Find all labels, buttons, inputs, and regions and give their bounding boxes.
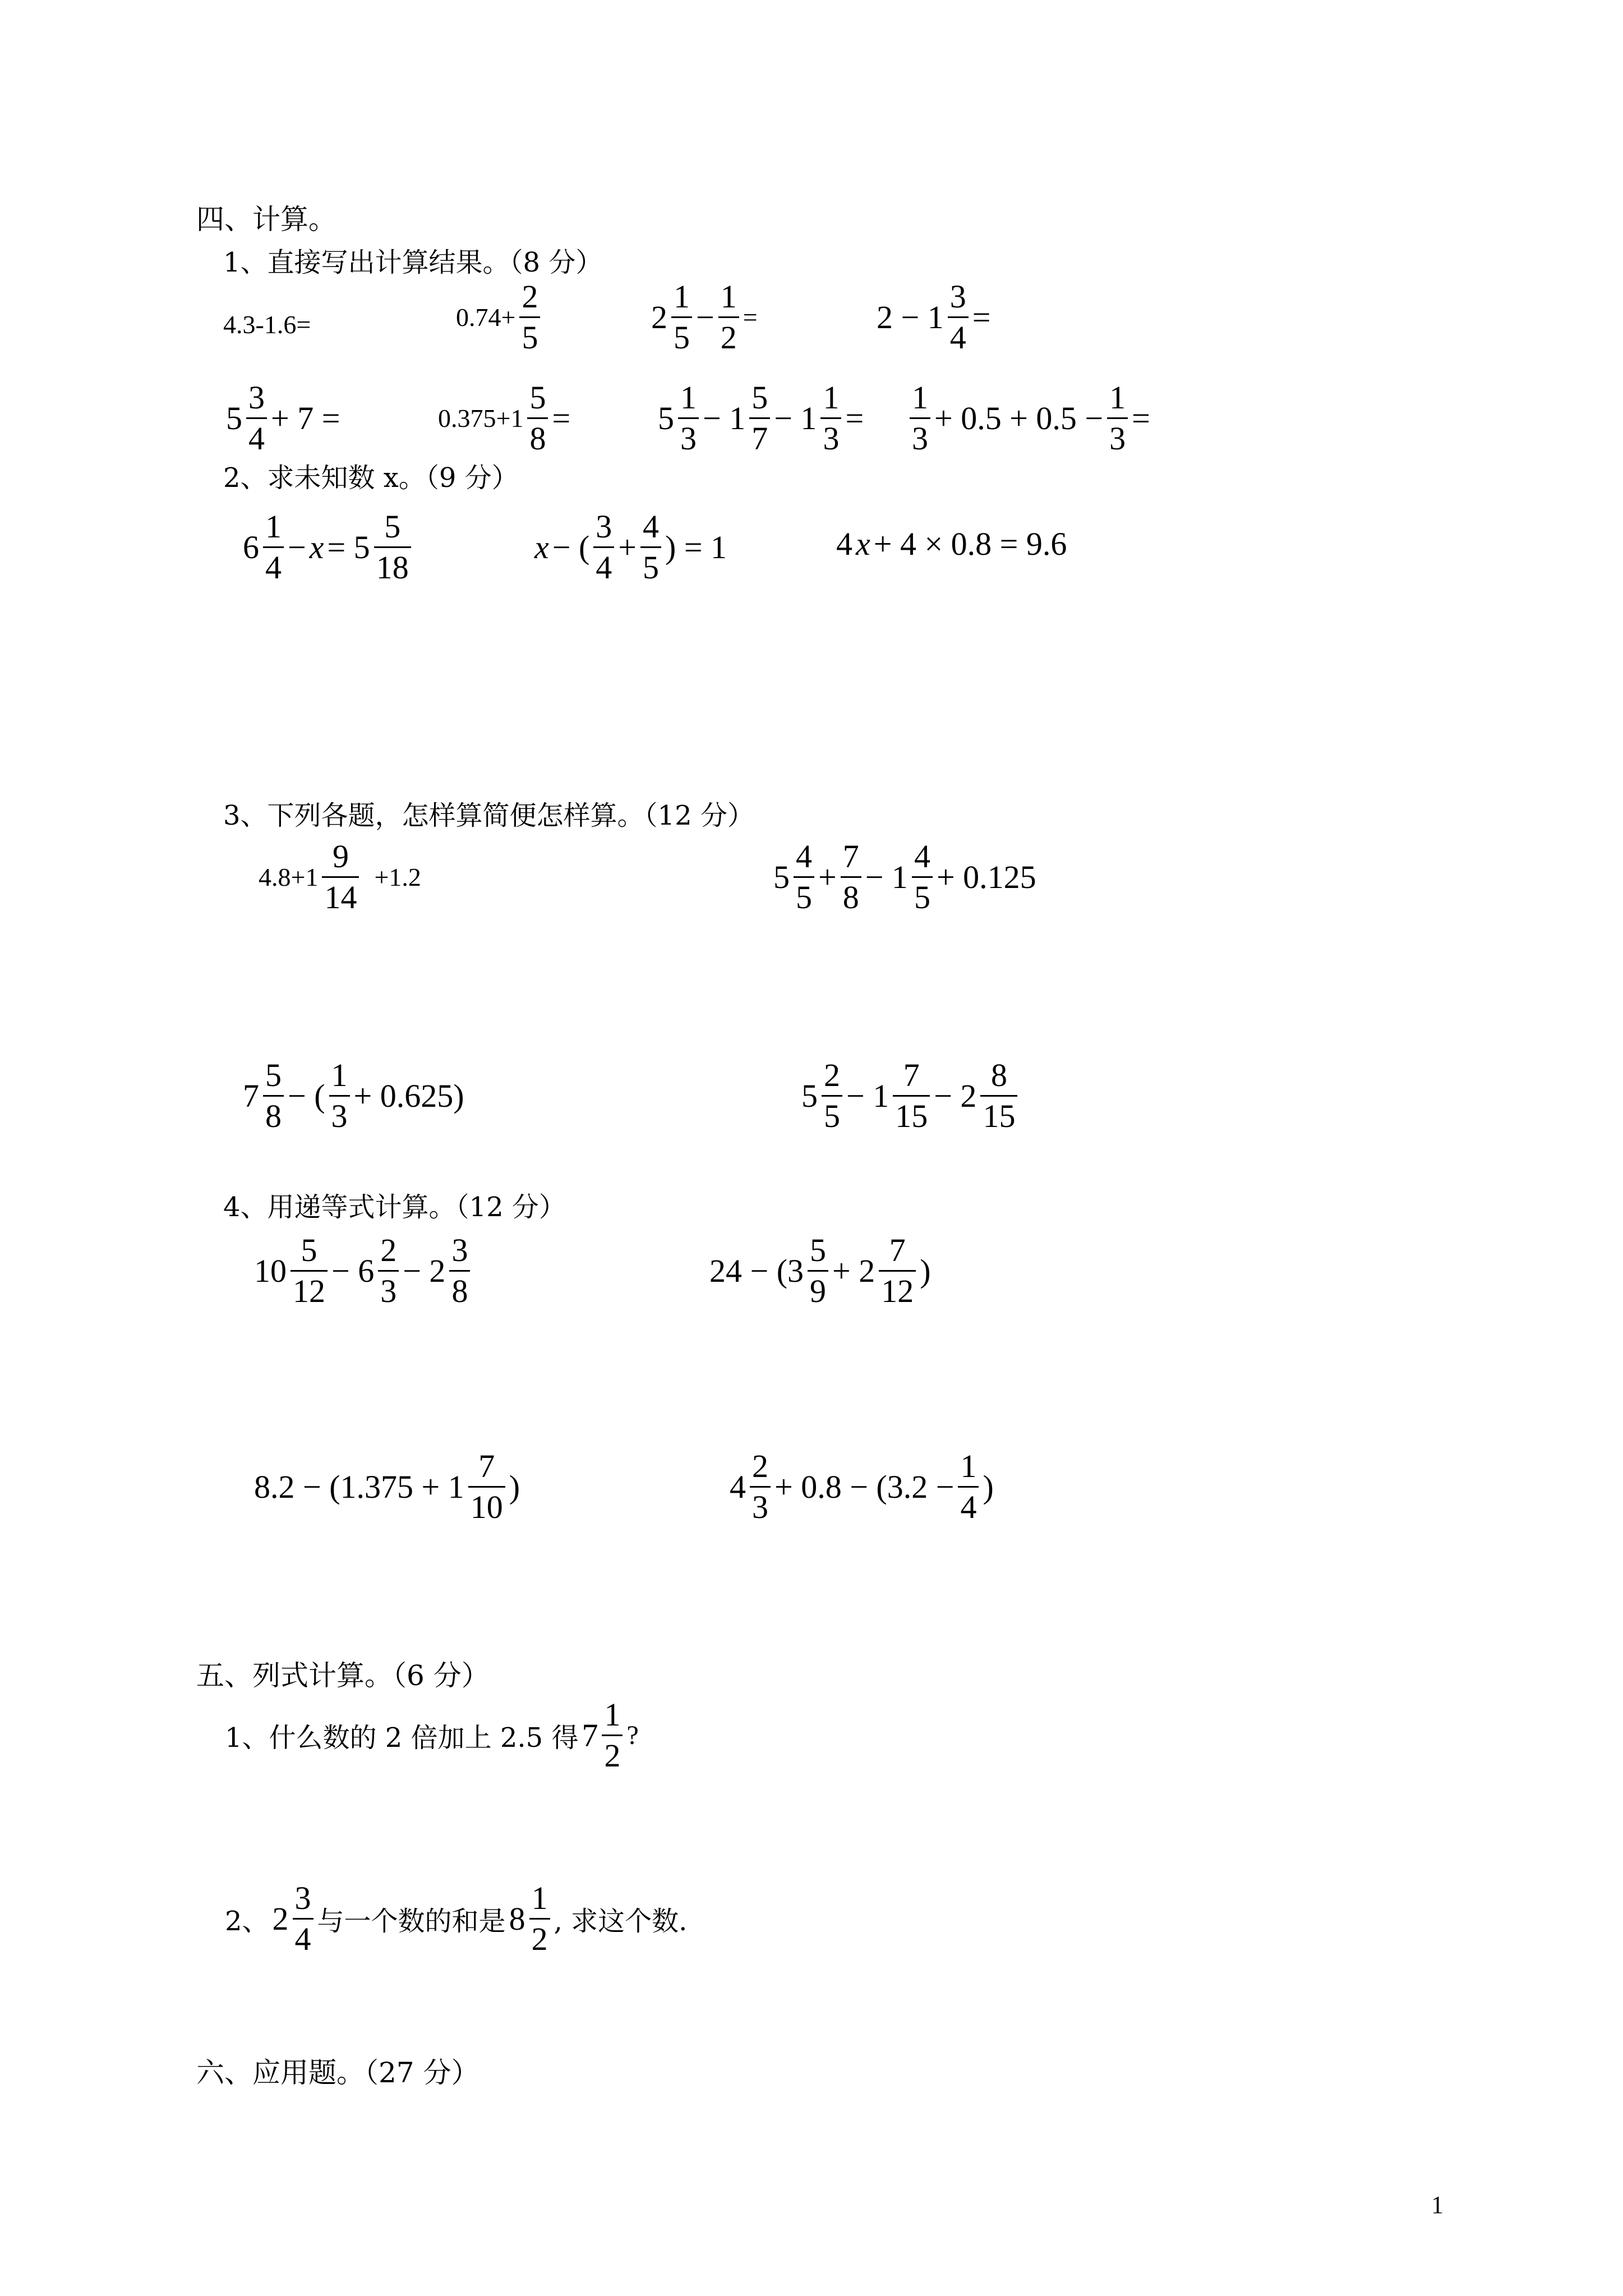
denominator: 5 <box>640 546 661 584</box>
equals: = <box>552 400 571 436</box>
denominator: 4 <box>293 1918 313 1955</box>
numerator: 2 <box>824 1057 840 1093</box>
numerator: 4 <box>914 838 930 875</box>
denominator: 18 <box>374 546 411 584</box>
fraction <box>718 280 739 354</box>
term: = 5 <box>327 529 370 565</box>
equals: = <box>972 299 991 335</box>
numerator: 3 <box>248 379 265 416</box>
term: 8 <box>509 1901 525 1937</box>
term: +1.2 <box>374 863 421 891</box>
numerator: 5 <box>529 379 546 416</box>
term: + 0.125 <box>936 859 1036 895</box>
term: − 6 <box>331 1253 375 1289</box>
fraction <box>671 280 692 354</box>
term: ) <box>509 1469 520 1505</box>
fraction <box>468 1450 505 1524</box>
equals: = <box>1132 400 1150 436</box>
q4-expr-4 <box>728 1450 995 1524</box>
fraction <box>378 1234 399 1308</box>
term: 7 <box>243 1078 259 1114</box>
fraction <box>449 1234 470 1308</box>
q3-expr-2 <box>772 840 1038 914</box>
page-number: 1 <box>1431 2191 1444 2219</box>
term: + 0.5 + 0.5 − <box>934 400 1104 436</box>
fraction <box>263 1059 284 1133</box>
numerator: 1 <box>331 1057 348 1093</box>
denominator: 4 <box>593 546 614 584</box>
fraction <box>640 510 661 584</box>
fraction <box>822 1059 842 1133</box>
denominator: 4 <box>948 316 969 354</box>
fraction <box>293 1882 313 1955</box>
term: ) <box>983 1469 994 1505</box>
q1-expr-1: 4.3-1.6= <box>223 310 311 339</box>
denominator: 8 <box>841 876 861 914</box>
q4-expr-2 <box>708 1234 933 1308</box>
section-4-title: 四、计算。 <box>196 203 336 236</box>
term: 24 − (3 <box>709 1253 804 1289</box>
q4-expr-3 <box>252 1450 522 1524</box>
numerator: 1 <box>823 379 840 416</box>
fraction <box>1107 381 1128 455</box>
term: − 2 <box>934 1078 977 1114</box>
numerator: 5 <box>384 508 401 545</box>
term: + 7 = <box>271 400 340 436</box>
denominator: 3 <box>750 1486 771 1524</box>
q1-expr-2 <box>454 280 542 354</box>
denominator: 3 <box>329 1095 350 1133</box>
fraction <box>263 510 284 584</box>
variable-x: x <box>534 529 549 565</box>
fraction <box>593 510 614 584</box>
denominator: 15 <box>893 1095 930 1133</box>
denominator: 8 <box>527 417 548 455</box>
numerator: 1 <box>1109 379 1126 416</box>
numerator: 8 <box>990 1057 1007 1093</box>
numerator: 1 <box>680 379 697 416</box>
term: − ( <box>552 529 590 565</box>
q1-expr-8 <box>907 381 1152 455</box>
term: − ( <box>288 1078 325 1114</box>
term: 4 <box>836 525 852 562</box>
term: + 0.8 − (3.2 − <box>774 1469 955 1505</box>
fraction <box>794 840 814 914</box>
denominator: 4 <box>263 546 284 584</box>
numerator: 1 <box>604 1696 621 1733</box>
fraction <box>958 1450 979 1524</box>
term: 10 <box>254 1253 287 1289</box>
question-1-title: 1、直接写出计算结果。（8 分） <box>223 247 603 278</box>
section-5-title: 五、列式计算。（6 分） <box>196 1659 490 1692</box>
q4-expr-1 <box>252 1234 472 1308</box>
denominator: 2 <box>602 1734 623 1772</box>
term: 7 <box>582 1717 598 1754</box>
fraction <box>329 1059 350 1133</box>
denominator: 9 <box>808 1270 828 1308</box>
equals: = <box>743 303 758 332</box>
denominator: 5 <box>822 1095 842 1133</box>
numerator: 7 <box>842 838 859 875</box>
numerator: 5 <box>301 1232 317 1268</box>
q1-expr-7 <box>656 381 865 455</box>
term: ) <box>920 1253 931 1289</box>
operator: − <box>288 529 306 565</box>
denominator: 12 <box>291 1270 328 1308</box>
denominator: 14 <box>322 876 359 914</box>
denominator: 15 <box>980 1095 1017 1133</box>
denominator: 5 <box>794 876 814 914</box>
term: ) = 1 <box>665 529 727 565</box>
fraction <box>750 1450 771 1524</box>
operator: + <box>818 859 837 895</box>
denominator: 10 <box>468 1486 505 1524</box>
fraction <box>374 510 411 584</box>
denominator: 2 <box>718 316 739 354</box>
equals: = <box>845 400 864 436</box>
denominator: 4 <box>246 417 267 455</box>
numerator: 9 <box>332 838 349 875</box>
q1-expr-3 <box>649 280 759 354</box>
question-3-title: 3、下列各题，怎样算简便怎样算。（12 分） <box>223 800 754 831</box>
numerator: 7 <box>889 1232 906 1268</box>
denominator: 2 <box>529 1918 550 1955</box>
term: + 2 <box>832 1253 875 1289</box>
numerator: 1 <box>720 278 737 315</box>
fraction <box>948 280 969 354</box>
q1-expr-6 <box>436 381 572 455</box>
fraction <box>841 840 861 914</box>
section-5-problem-1 <box>223 1696 640 1774</box>
operator: + <box>618 529 637 565</box>
numerator: 1 <box>674 278 690 315</box>
denominator: 12 <box>879 1270 916 1308</box>
numerator: 7 <box>903 1057 920 1093</box>
term: 2 − 1 <box>877 299 944 335</box>
numerator: 4 <box>643 508 659 545</box>
fraction <box>912 840 933 914</box>
term: − 1 <box>774 400 817 436</box>
q1-expr-4 <box>875 280 992 354</box>
denominator: 5 <box>671 316 692 354</box>
term: 5 <box>226 400 242 436</box>
term: 6 <box>243 529 259 565</box>
numerator: 2 <box>522 278 538 315</box>
q3-expr-3 <box>241 1059 466 1133</box>
question-2-title: 2、求未知数 x。（9 分） <box>223 462 519 494</box>
problem-text: , 求这个数. <box>554 1906 688 1937</box>
numerator: 1 <box>265 508 282 545</box>
fraction <box>808 1234 828 1308</box>
denominator: 3 <box>378 1270 399 1308</box>
fraction <box>527 381 548 455</box>
numerator: 3 <box>949 278 966 315</box>
problem-text: 2、 <box>225 1906 269 1937</box>
term: 4.8+1 <box>259 863 319 891</box>
term: 0.375+1 <box>438 404 524 432</box>
term: − 1 <box>846 1078 889 1114</box>
problem-text: 1、什么数的 2 倍加上 2.5 得 <box>225 1722 579 1754</box>
fraction <box>910 381 930 455</box>
denominator: 3 <box>1107 417 1128 455</box>
fraction <box>246 381 267 455</box>
problem-text: 与一个数的和是 <box>317 1906 506 1937</box>
term: 5 <box>658 400 674 436</box>
fraction <box>749 381 770 455</box>
denominator: 3 <box>678 417 699 455</box>
denominator: 8 <box>449 1270 470 1308</box>
numerator: 5 <box>751 379 768 416</box>
numerator: 5 <box>810 1232 827 1268</box>
q2-equation-2 <box>533 510 728 584</box>
fraction <box>322 840 359 914</box>
fraction <box>879 1234 916 1308</box>
term: + 0.625) <box>353 1078 464 1114</box>
fraction <box>529 1882 550 1955</box>
fraction <box>820 381 841 455</box>
denominator: 5 <box>519 316 540 354</box>
numerator: 3 <box>294 1880 311 1916</box>
numerator: 1 <box>960 1448 977 1484</box>
fraction <box>602 1696 623 1774</box>
fraction <box>291 1234 328 1308</box>
numerator: 2 <box>752 1448 768 1484</box>
variable-x: x <box>309 529 324 565</box>
fraction <box>519 280 540 354</box>
fraction <box>678 381 699 455</box>
section-6-title: 六、应用题。（27 分） <box>196 2056 479 2089</box>
term: 2 <box>651 299 667 335</box>
numerator: 7 <box>478 1448 495 1484</box>
denominator: 7 <box>749 417 770 455</box>
term: 2 <box>272 1901 289 1937</box>
denominator: 8 <box>263 1095 284 1133</box>
section-5-problem-2 <box>223 1882 689 1955</box>
denominator: 3 <box>820 417 841 455</box>
fraction <box>893 1059 930 1133</box>
operator: − <box>696 299 714 335</box>
numerator: 1 <box>531 1880 548 1916</box>
term: − 2 <box>403 1253 446 1289</box>
term: 5 <box>773 859 790 895</box>
denominator: 3 <box>910 417 930 455</box>
numerator: 3 <box>451 1232 468 1268</box>
term: − 1 <box>703 400 746 436</box>
fraction <box>980 1059 1017 1133</box>
q3-expr-1 <box>257 840 423 914</box>
numerator: 1 <box>912 379 928 416</box>
term: 0.74+ <box>456 303 516 332</box>
question-4-title: 4、用递等式计算。（12 分） <box>223 1191 566 1223</box>
variable-x: x <box>856 525 870 562</box>
q3-expr-4 <box>800 1059 1020 1133</box>
term: 4 <box>730 1469 746 1505</box>
q1-expr-5 <box>224 381 342 455</box>
denominator: 5 <box>912 876 933 914</box>
numerator: 5 <box>265 1057 282 1093</box>
term: + 4 × 0.8 = 9.6 <box>873 525 1067 562</box>
numerator: 2 <box>380 1232 397 1268</box>
numerator: 3 <box>596 508 612 545</box>
q2-equation-1 <box>241 510 413 584</box>
denominator: 4 <box>958 1486 979 1524</box>
term: − 1 <box>865 859 908 895</box>
q2-equation-3 <box>834 510 1068 577</box>
question-mark: ? <box>626 1720 639 1750</box>
term: 5 <box>801 1078 818 1114</box>
numerator: 4 <box>796 838 812 875</box>
term: 8.2 − (1.375 + 1 <box>254 1469 464 1505</box>
